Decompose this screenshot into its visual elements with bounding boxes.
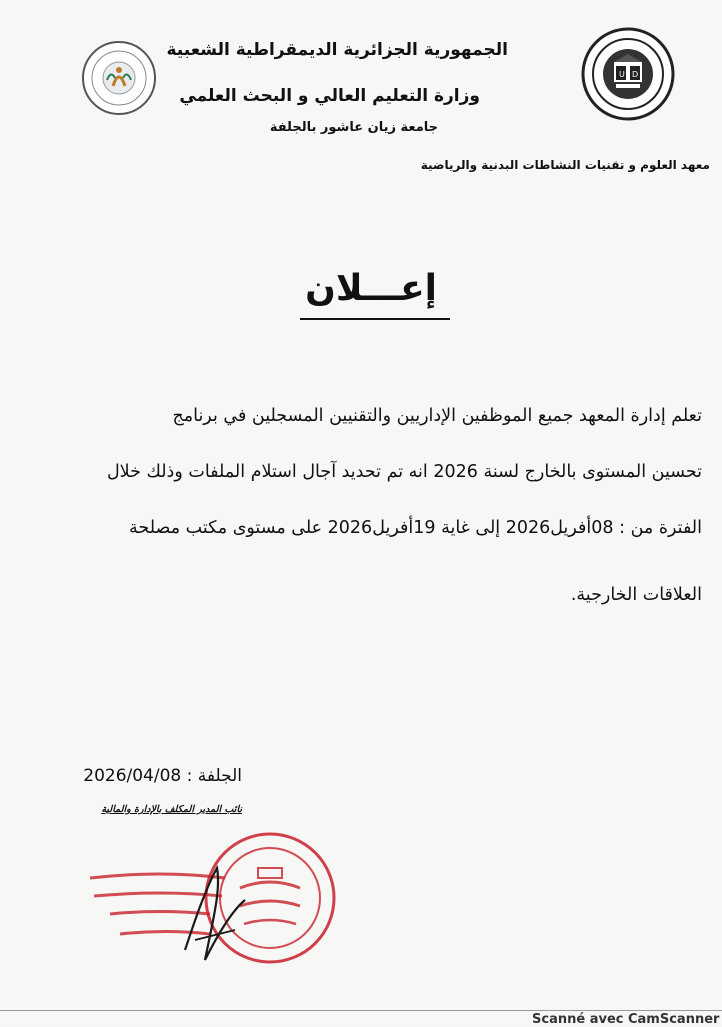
body-line-1: تعلم إدارة المعهد جميع الموظفين الإداريين والتقنيين المسجلين في برنامج [172, 406, 702, 426]
body-line-4: العلاقات الخارجية. [570, 585, 702, 605]
university-djelfa-logo-icon [580, 26, 676, 122]
announcement-title: إعـــلان [305, 268, 437, 309]
ministry-heading: وزارة التعليم العالي و البحث العلمي [179, 86, 480, 106]
svg-text:D: D [632, 70, 639, 79]
institute-logo-icon [80, 28, 158, 128]
republic-heading: الجمهورية الجزائرية الديمقراطية الشعبية [166, 40, 508, 60]
svg-text:U: U [619, 70, 625, 79]
body-line-3: الفترة من : 08أفريل2026 إلى غاية 19أفريل2026 على مستوى مكتب مصلحة [129, 518, 702, 538]
title-underline [300, 318, 450, 320]
university-heading: جامعة زيان عاشور بالجلفة [269, 120, 438, 135]
body-line-2: تحسين المستوى بالخارج لسنة 2026 انه تم تحديد آجال استلام الملفات وذلك خلال [106, 462, 702, 482]
footer-divider [0, 1010, 722, 1011]
signatory-title: نائب المدير المكلف بالإدارة والمالية [101, 804, 242, 815]
institute-heading: معهد العلوم و تقنيات النشاطات البدنية والرياضية [420, 158, 710, 172]
place-date: الجلفة : 2026/04/08 [83, 766, 242, 786]
scanner-watermark: Scanné avec CamScanner [532, 1012, 720, 1027]
handwritten-signature-icon [175, 860, 255, 970]
